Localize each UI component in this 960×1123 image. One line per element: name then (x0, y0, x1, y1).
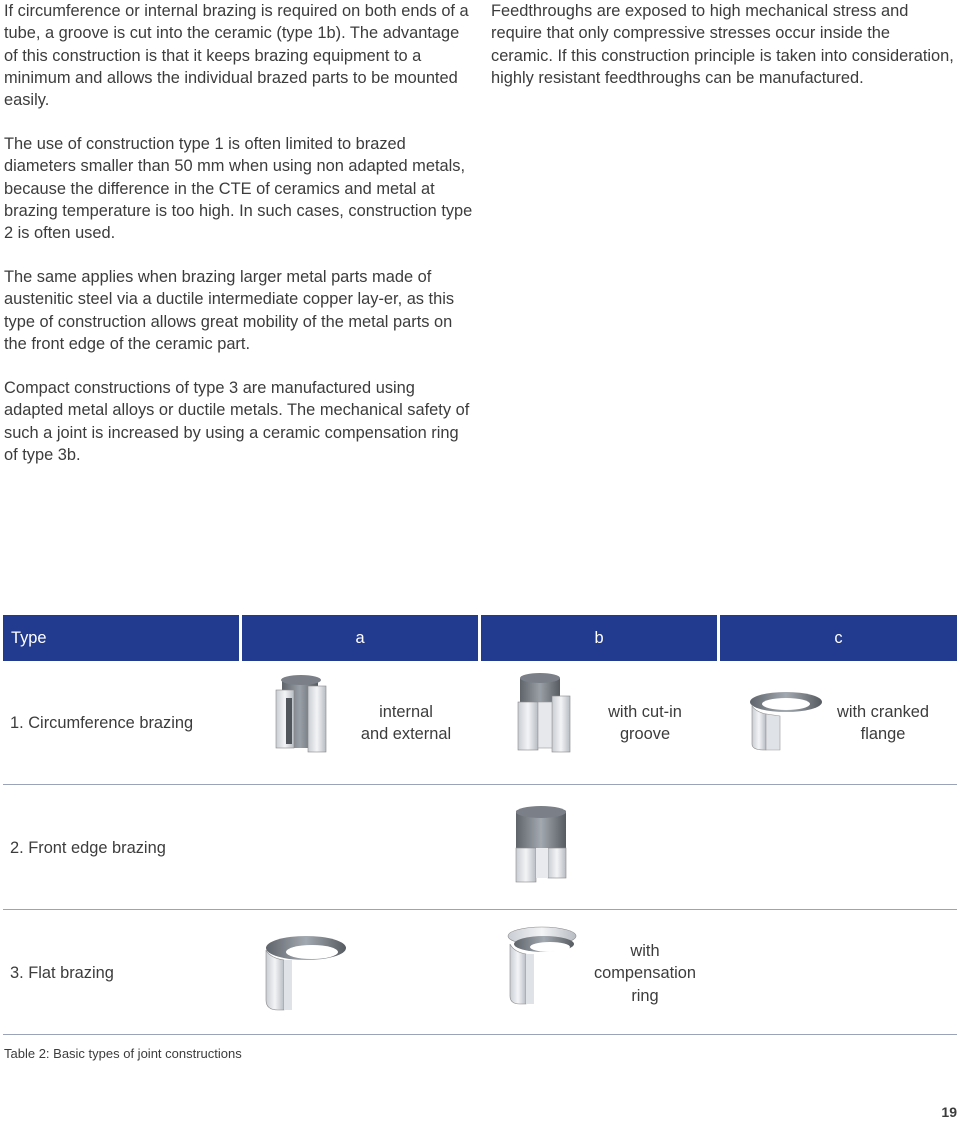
row-divider-2 (3, 909, 957, 910)
table-header-c: c (720, 615, 957, 661)
row-divider-3 (3, 1034, 957, 1035)
illustration-compensation-ring (500, 924, 580, 1008)
row-label-front-edge: 2. Front edge brazing (10, 839, 166, 857)
illustration-flat-brazing (262, 930, 348, 1014)
table-header-a: a (242, 615, 478, 661)
paragraph-construction-type-1: The use of construction type 1 is often limited to brazed diameters smaller than 50 mm when using non adapted metals, because the difference in the CTE of ceramics and metal at brazing temperature is too high. In such cases, construction type 2 is often used. (4, 135, 473, 243)
desc-1a: internal and external (360, 703, 452, 744)
desc-1b: with cut-in groove (608, 703, 682, 744)
row-label-circumference: 1. Circumference brazing (10, 714, 194, 732)
paragraph-feedthroughs: Feedthroughs are exposed to high mechanical stress and require that only compressive stresses occur inside the ceramic. If this construction principle is taken into consideration, highly resistant feedthroughs can be manufactured. (491, 2, 954, 87)
desc-3b: with compensation ring (593, 942, 697, 1005)
illustration-front-edge-brazing (506, 802, 576, 886)
illustration-cut-in-groove (508, 672, 578, 756)
illustration-cranked-flange (744, 688, 824, 754)
illustration-internal-external-brazing (268, 672, 338, 756)
page-number: 19 (941, 1104, 957, 1120)
table-header-b: b (481, 615, 717, 661)
desc-1c: with cranked flange (836, 703, 929, 744)
table-caption: Table 2: Basic types of joint constructions (4, 1046, 242, 1061)
paragraph-compact-type-3: Compact constructions of type 3 are manufactured using adapted metal alloys or ductile metals. The mechanical safety of such a joint is increased by using a ceramic compensation ring of type 3b. (4, 379, 470, 464)
paragraph-circumference-intro: If circumference or internal brazing is required on both ends of a tube, a groove is cut into the ceramic (type 1b). The advantage of this construction is that it keeps brazing equipment to a minimum and allows the individual brazed parts to be mounted easily. (4, 2, 469, 110)
row-divider-1 (3, 784, 957, 785)
table-header-type: Type (3, 615, 239, 661)
paragraph-austenitic-steel: The same applies when brazing larger metal parts made of austenitic steel via a ductile intermediate copper lay-er, as this type of construction allows great mobility of the metal parts on the front edge of the ceramic part. (4, 268, 455, 353)
row-label-flat: 3. Flat brazing (10, 964, 114, 982)
